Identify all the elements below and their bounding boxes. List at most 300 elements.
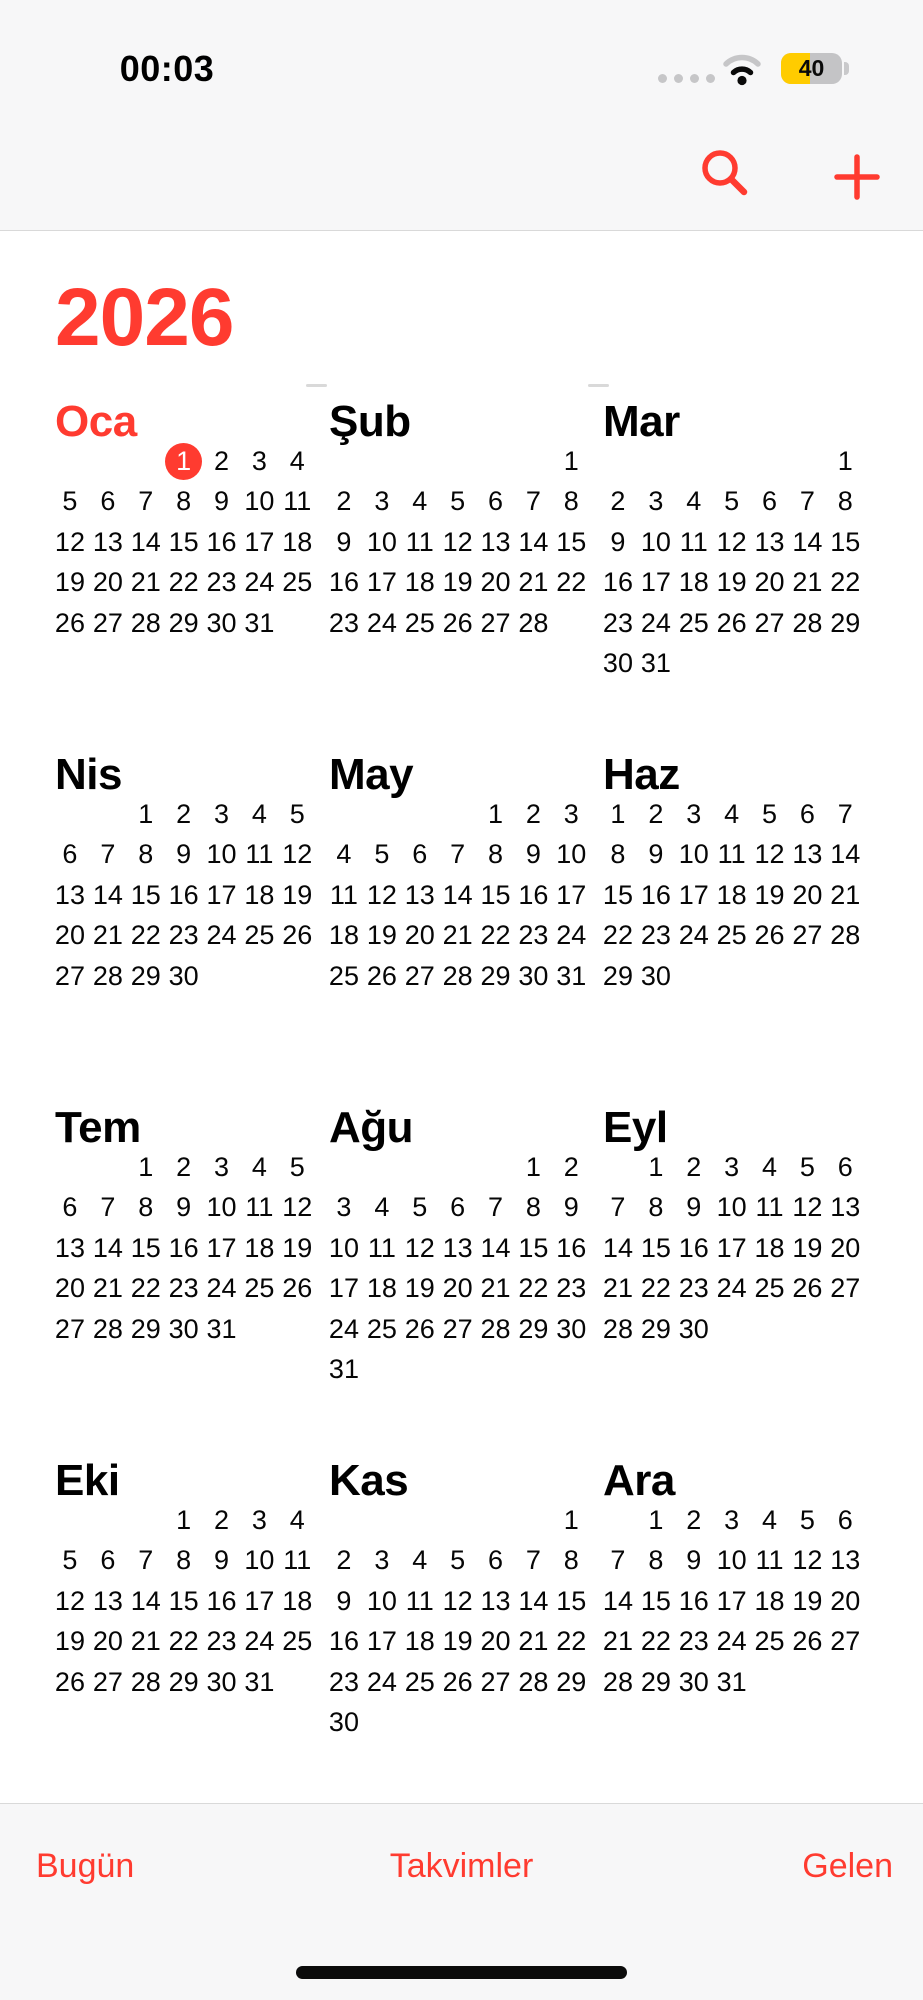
day-tem-16[interactable]: 16 (168, 1232, 199, 1263)
day-eyl-30[interactable]: 30 (678, 1313, 709, 1344)
day-ara-12[interactable]: 12 (792, 1545, 823, 1576)
day-may-8[interactable]: 8 (487, 839, 504, 870)
day-sub-25[interactable]: 25 (404, 607, 435, 638)
day-ara-22[interactable]: 22 (640, 1626, 671, 1657)
day-eki-22[interactable]: 22 (168, 1626, 199, 1657)
day-tem-11[interactable]: 11 (245, 1192, 274, 1223)
day-tem-26[interactable]: 26 (282, 1273, 313, 1304)
day-sub-10[interactable]: 10 (366, 526, 397, 557)
day-tem-30[interactable]: 30 (168, 1313, 199, 1344)
day-eyl-24[interactable]: 24 (716, 1273, 747, 1304)
day-kas-13[interactable]: 13 (480, 1585, 511, 1616)
day-haz-19[interactable]: 19 (754, 879, 785, 910)
day-oca-15[interactable]: 15 (168, 526, 199, 557)
day-eki-14[interactable]: 14 (130, 1585, 161, 1616)
day-mar-21[interactable]: 21 (792, 567, 823, 598)
day-mar-25[interactable]: 25 (678, 607, 709, 638)
day-tem-10[interactable]: 10 (206, 1192, 237, 1223)
day-eki-11[interactable]: 11 (283, 1545, 312, 1576)
day-eki-3[interactable]: 3 (251, 1504, 267, 1535)
day-agu-3[interactable]: 3 (336, 1192, 352, 1223)
day-tem-25[interactable]: 25 (244, 1273, 275, 1304)
day-agu-27[interactable]: 27 (442, 1313, 473, 1344)
day-agu-12[interactable]: 12 (404, 1232, 435, 1263)
day-eki-16[interactable]: 16 (206, 1585, 237, 1616)
day-eyl-5[interactable]: 5 (799, 1151, 815, 1182)
day-tem-27[interactable]: 27 (54, 1313, 85, 1344)
day-haz-14[interactable]: 14 (830, 839, 861, 870)
day-ara-5[interactable]: 5 (799, 1504, 815, 1535)
day-ara-3[interactable]: 3 (724, 1504, 740, 1535)
day-agu-2[interactable]: 2 (563, 1151, 579, 1182)
day-mar-6[interactable]: 6 (761, 486, 778, 517)
month-sub[interactable] (325, 397, 590, 756)
day-may-6[interactable]: 6 (412, 839, 428, 870)
day-eki-31[interactable]: 31 (244, 1666, 275, 1697)
day-sub-13[interactable]: 13 (480, 526, 511, 557)
day-eyl-27[interactable]: 27 (830, 1273, 861, 1304)
day-haz-30[interactable]: 30 (640, 960, 671, 991)
day-eki-21[interactable]: 21 (130, 1626, 161, 1657)
day-ara-27[interactable]: 27 (830, 1626, 861, 1657)
day-may-3[interactable]: 3 (563, 798, 579, 829)
day-eyl-4[interactable]: 4 (761, 1151, 778, 1182)
day-oca-9[interactable]: 9 (213, 486, 230, 517)
day-sub-24[interactable]: 24 (366, 607, 397, 638)
day-sub-28[interactable]: 28 (518, 607, 549, 638)
day-nis-18[interactable]: 18 (244, 879, 275, 910)
day-oca-17[interactable]: 17 (244, 526, 275, 557)
month-mar[interactable] (599, 397, 864, 756)
day-sub-4[interactable]: 4 (412, 486, 428, 517)
day-mar-13[interactable]: 13 (754, 526, 785, 557)
day-tem-29[interactable]: 29 (130, 1313, 161, 1344)
day-mar-11[interactable]: 11 (679, 526, 708, 557)
day-may-7[interactable]: 7 (450, 839, 466, 870)
day-nis-10[interactable]: 10 (206, 839, 237, 870)
day-sub-17[interactable]: 17 (366, 567, 397, 598)
day-ara-30[interactable]: 30 (678, 1666, 709, 1697)
day-ara-21[interactable]: 21 (602, 1626, 633, 1657)
day-may-22[interactable]: 22 (480, 920, 511, 951)
day-ara-4[interactable]: 4 (761, 1504, 778, 1535)
day-eki-26[interactable]: 26 (54, 1666, 85, 1697)
day-nis-29[interactable]: 29 (130, 960, 161, 991)
day-kas-4[interactable]: 4 (412, 1545, 428, 1576)
day-mar-17[interactable]: 17 (640, 567, 671, 598)
month-ara[interactable] (599, 1456, 864, 1815)
day-nis-6[interactable]: 6 (62, 839, 78, 870)
day-oca-5[interactable]: 5 (62, 486, 78, 517)
day-oca-18[interactable]: 18 (282, 526, 313, 557)
day-may-27[interactable]: 27 (404, 960, 435, 991)
day-kas-6[interactable]: 6 (487, 1545, 504, 1576)
day-ara-26[interactable]: 26 (792, 1626, 823, 1657)
day-tem-4[interactable]: 4 (251, 1151, 267, 1182)
day-haz-28[interactable]: 28 (830, 920, 861, 951)
day-haz-22[interactable]: 22 (602, 920, 633, 951)
day-sub-1[interactable]: 1 (563, 445, 579, 476)
day-ara-7[interactable]: 7 (610, 1545, 626, 1576)
day-kas-16[interactable]: 16 (328, 1626, 359, 1657)
day-eyl-11[interactable]: 11 (755, 1192, 784, 1223)
day-agu-29[interactable]: 29 (518, 1313, 549, 1344)
day-agu-11[interactable]: 11 (367, 1232, 396, 1263)
day-agu-1[interactable]: 1 (525, 1151, 541, 1182)
day-may-31[interactable]: 31 (556, 960, 587, 991)
day-sub-12[interactable]: 12 (442, 526, 473, 557)
day-eyl-20[interactable]: 20 (830, 1232, 861, 1263)
day-may-20[interactable]: 20 (404, 920, 435, 951)
day-sub-14[interactable]: 14 (518, 526, 549, 557)
day-may-9[interactable]: 9 (525, 839, 541, 870)
day-haz-29[interactable]: 29 (602, 960, 633, 991)
day-tem-15[interactable]: 15 (130, 1232, 161, 1263)
month-may[interactable] (325, 750, 590, 1109)
day-nis-4[interactable]: 4 (251, 798, 267, 829)
day-kas-5[interactable]: 5 (450, 1545, 466, 1576)
day-haz-27[interactable]: 27 (792, 920, 823, 951)
day-nis-22[interactable]: 22 (130, 920, 161, 951)
day-eyl-12[interactable]: 12 (792, 1192, 823, 1223)
day-haz-2[interactable]: 2 (648, 798, 664, 829)
day-nis-24[interactable]: 24 (206, 920, 237, 951)
day-nis-16[interactable]: 16 (168, 879, 199, 910)
day-oca-13[interactable]: 13 (92, 526, 123, 557)
day-may-17[interactable]: 17 (556, 879, 587, 910)
day-nis-30[interactable]: 30 (168, 960, 199, 991)
day-tem-8[interactable]: 8 (138, 1192, 154, 1223)
day-eki-17[interactable]: 17 (244, 1585, 275, 1616)
day-oca-11[interactable]: 11 (283, 486, 312, 517)
day-kas-22[interactable]: 22 (556, 1626, 587, 1657)
day-kas-20[interactable]: 20 (480, 1626, 511, 1657)
day-sub-7[interactable]: 7 (525, 486, 541, 517)
day-eki-23[interactable]: 23 (206, 1626, 237, 1657)
day-agu-16[interactable]: 16 (556, 1232, 587, 1263)
day-sub-16[interactable]: 16 (328, 567, 359, 598)
day-sub-22[interactable]: 22 (556, 567, 587, 598)
day-oca-29[interactable]: 29 (168, 607, 199, 638)
day-agu-30[interactable]: 30 (556, 1313, 587, 1344)
day-eyl-3[interactable]: 3 (724, 1151, 740, 1182)
day-agu-4[interactable]: 4 (374, 1192, 390, 1223)
add-event-button[interactable] (829, 149, 885, 205)
day-haz-11[interactable]: 11 (717, 839, 746, 870)
day-tem-6[interactable]: 6 (62, 1192, 78, 1223)
search-button[interactable] (696, 144, 752, 200)
day-oca-22[interactable]: 22 (168, 567, 199, 598)
day-sub-26[interactable]: 26 (442, 607, 473, 638)
day-ara-19[interactable]: 19 (792, 1585, 823, 1616)
day-ara-2[interactable]: 2 (686, 1504, 702, 1535)
day-kas-3[interactable]: 3 (374, 1545, 390, 1576)
day-nis-1[interactable]: 1 (138, 798, 154, 829)
month-oca[interactable] (51, 397, 316, 756)
day-tem-31[interactable]: 31 (206, 1313, 237, 1344)
day-oca-16[interactable]: 16 (206, 526, 237, 557)
day-haz-20[interactable]: 20 (792, 879, 823, 910)
month-nis[interactable] (51, 750, 316, 1109)
day-mar-30[interactable]: 30 (602, 648, 633, 679)
day-mar-27[interactable]: 27 (754, 607, 785, 638)
day-oca-24[interactable]: 24 (244, 567, 275, 598)
day-mar-2[interactable]: 2 (610, 486, 626, 517)
day-agu-23[interactable]: 23 (556, 1273, 587, 1304)
day-tem-5[interactable]: 5 (289, 1151, 305, 1182)
day-sub-18[interactable]: 18 (404, 567, 435, 598)
day-agu-24[interactable]: 24 (328, 1313, 359, 1344)
day-sub-20[interactable]: 20 (480, 567, 511, 598)
day-may-29[interactable]: 29 (480, 960, 511, 991)
day-sub-27[interactable]: 27 (480, 607, 511, 638)
day-may-14[interactable]: 14 (442, 879, 473, 910)
day-may-15[interactable]: 15 (480, 879, 511, 910)
day-nis-20[interactable]: 20 (54, 920, 85, 951)
day-kas-7[interactable]: 7 (525, 1545, 541, 1576)
day-kas-30[interactable]: 30 (328, 1707, 359, 1738)
day-nis-8[interactable]: 8 (138, 839, 154, 870)
day-ara-1[interactable]: 1 (648, 1504, 664, 1535)
day-oca-10[interactable]: 10 (244, 486, 275, 517)
day-agu-20[interactable]: 20 (442, 1273, 473, 1304)
day-agu-10[interactable]: 10 (328, 1232, 359, 1263)
day-ara-13[interactable]: 13 (830, 1545, 861, 1576)
day-sub-21[interactable]: 21 (518, 567, 549, 598)
day-tem-17[interactable]: 17 (206, 1232, 237, 1263)
day-eyl-15[interactable]: 15 (640, 1232, 671, 1263)
day-kas-10[interactable]: 10 (366, 1585, 397, 1616)
day-oca-1-today[interactable] (165, 441, 203, 482)
day-eyl-26[interactable]: 26 (792, 1273, 823, 1304)
day-mar-22[interactable]: 22 (830, 567, 861, 598)
day-haz-16[interactable]: 16 (640, 879, 671, 910)
day-mar-12[interactable]: 12 (716, 526, 747, 557)
day-oca-6[interactable]: 6 (100, 486, 116, 517)
day-agu-15[interactable]: 15 (518, 1232, 549, 1263)
day-kas-21[interactable]: 21 (518, 1626, 549, 1657)
day-tem-2[interactable]: 2 (176, 1151, 192, 1182)
day-eki-9[interactable]: 9 (213, 1545, 230, 1576)
day-tem-18[interactable]: 18 (244, 1232, 275, 1263)
day-haz-8[interactable]: 8 (610, 839, 626, 870)
day-nis-3[interactable]: 3 (213, 798, 230, 829)
day-nis-27[interactable]: 27 (54, 960, 85, 991)
day-tem-1[interactable]: 1 (138, 1151, 154, 1182)
month-kas[interactable] (325, 1456, 590, 1815)
day-mar-5[interactable]: 5 (724, 486, 740, 517)
day-may-4[interactable]: 4 (336, 839, 352, 870)
day-agu-6[interactable]: 6 (450, 1192, 466, 1223)
day-haz-26[interactable]: 26 (754, 920, 785, 951)
day-haz-3[interactable]: 3 (686, 798, 702, 829)
day-haz-5[interactable]: 5 (761, 798, 778, 829)
day-mar-16[interactable]: 16 (602, 567, 633, 598)
day-may-1[interactable]: 1 (487, 798, 504, 829)
day-mar-7[interactable]: 7 (799, 486, 815, 517)
day-eyl-13[interactable]: 13 (830, 1192, 861, 1223)
day-haz-7[interactable]: 7 (837, 798, 853, 829)
day-oca-26[interactable]: 26 (54, 607, 85, 638)
day-eki-25[interactable]: 25 (282, 1626, 313, 1657)
day-agu-5[interactable]: 5 (412, 1192, 428, 1223)
day-eki-24[interactable]: 24 (244, 1626, 275, 1657)
day-eyl-23[interactable]: 23 (678, 1273, 709, 1304)
day-may-24[interactable]: 24 (556, 920, 587, 951)
day-mar-18[interactable]: 18 (678, 567, 709, 598)
day-may-2[interactable]: 2 (525, 798, 541, 829)
day-agu-19[interactable]: 19 (404, 1273, 435, 1304)
day-sub-5[interactable]: 5 (450, 486, 466, 517)
day-oca-14[interactable]: 14 (130, 526, 161, 557)
day-ara-31[interactable]: 31 (716, 1666, 747, 1697)
day-haz-23[interactable]: 23 (640, 920, 671, 951)
day-eki-18[interactable]: 18 (282, 1585, 313, 1616)
day-ara-16[interactable]: 16 (678, 1585, 709, 1616)
day-sub-3[interactable]: 3 (374, 486, 390, 517)
day-agu-25[interactable]: 25 (366, 1313, 397, 1344)
month-haz[interactable] (599, 750, 864, 1109)
day-tem-28[interactable]: 28 (92, 1313, 123, 1344)
day-nis-21[interactable]: 21 (92, 920, 123, 951)
day-kas-19[interactable]: 19 (442, 1626, 473, 1657)
day-ara-14[interactable]: 14 (602, 1585, 633, 1616)
day-agu-9[interactable]: 9 (563, 1192, 579, 1223)
day-mar-8[interactable]: 8 (837, 486, 853, 517)
day-sub-8[interactable]: 8 (563, 486, 579, 517)
day-agu-21[interactable]: 21 (480, 1273, 511, 1304)
day-mar-20[interactable]: 20 (754, 567, 785, 598)
day-eki-28[interactable]: 28 (130, 1666, 161, 1697)
day-ara-9[interactable]: 9 (686, 1545, 702, 1576)
day-mar-28[interactable]: 28 (792, 607, 823, 638)
day-kas-24[interactable]: 24 (366, 1666, 397, 1697)
day-oca-4[interactable]: 4 (289, 445, 305, 476)
day-eki-15[interactable]: 15 (168, 1585, 199, 1616)
day-eyl-29[interactable]: 29 (640, 1313, 671, 1344)
day-eki-10[interactable]: 10 (244, 1545, 275, 1576)
day-mar-31[interactable]: 31 (640, 648, 671, 679)
day-kas-12[interactable]: 12 (442, 1585, 473, 1616)
day-kas-2[interactable]: 2 (336, 1545, 352, 1576)
day-ara-25[interactable]: 25 (754, 1626, 785, 1657)
day-kas-25[interactable]: 25 (404, 1666, 435, 1697)
day-nis-25[interactable]: 25 (244, 920, 275, 951)
day-eki-12[interactable]: 12 (54, 1585, 85, 1616)
day-haz-15[interactable]: 15 (602, 879, 633, 910)
day-sub-19[interactable]: 19 (442, 567, 473, 598)
day-eki-7[interactable]: 7 (138, 1545, 154, 1576)
day-kas-14[interactable]: 14 (518, 1585, 549, 1616)
day-may-5[interactable]: 5 (374, 839, 390, 870)
day-agu-8[interactable]: 8 (525, 1192, 541, 1223)
day-mar-24[interactable]: 24 (640, 607, 671, 638)
day-eki-19[interactable]: 19 (54, 1626, 85, 1657)
day-may-28[interactable]: 28 (442, 960, 473, 991)
day-haz-6[interactable]: 6 (799, 798, 815, 829)
day-may-25[interactable]: 25 (328, 960, 359, 991)
day-ara-29[interactable]: 29 (640, 1666, 671, 1697)
day-haz-10[interactable]: 10 (678, 839, 709, 870)
day-sub-23[interactable]: 23 (328, 607, 359, 638)
day-may-16[interactable]: 16 (518, 879, 549, 910)
day-tem-3[interactable]: 3 (213, 1151, 230, 1182)
home-indicator[interactable] (296, 1966, 627, 1979)
day-oca-28[interactable]: 28 (130, 607, 161, 638)
day-may-18[interactable]: 18 (328, 920, 359, 951)
day-oca-23[interactable]: 23 (206, 567, 237, 598)
day-oca-20[interactable]: 20 (92, 567, 123, 598)
day-sub-9[interactable]: 9 (336, 526, 352, 557)
day-mar-4[interactable]: 4 (686, 486, 702, 517)
day-haz-1[interactable]: 1 (610, 798, 626, 829)
day-eyl-7[interactable]: 7 (610, 1192, 626, 1223)
day-ara-24[interactable]: 24 (716, 1626, 747, 1657)
day-tem-9[interactable]: 9 (176, 1192, 192, 1223)
day-kas-8[interactable]: 8 (563, 1545, 579, 1576)
day-nis-11[interactable]: 11 (245, 839, 274, 870)
day-tem-13[interactable]: 13 (54, 1232, 85, 1263)
day-kas-17[interactable]: 17 (366, 1626, 397, 1657)
day-eyl-17[interactable]: 17 (716, 1232, 747, 1263)
day-haz-18[interactable]: 18 (716, 879, 747, 910)
day-nis-2[interactable]: 2 (176, 798, 192, 829)
day-oca-25[interactable]: 25 (282, 567, 313, 598)
day-may-13[interactable]: 13 (404, 879, 435, 910)
day-oca-2[interactable]: 2 (213, 445, 230, 476)
day-may-30[interactable]: 30 (518, 960, 549, 991)
day-ara-18[interactable]: 18 (754, 1585, 785, 1616)
day-eyl-6[interactable]: 6 (837, 1151, 853, 1182)
day-mar-29[interactable]: 29 (830, 607, 861, 638)
day-oca-7[interactable]: 7 (138, 486, 154, 517)
day-agu-17[interactable]: 17 (328, 1273, 359, 1304)
calendars-button[interactable]: Takvimler (0, 1845, 923, 1887)
day-ara-28[interactable]: 28 (602, 1666, 633, 1697)
day-kas-9[interactable]: 9 (336, 1585, 352, 1616)
day-ara-17[interactable]: 17 (716, 1585, 747, 1616)
day-may-19[interactable]: 19 (366, 920, 397, 951)
day-mar-26[interactable]: 26 (716, 607, 747, 638)
day-may-11[interactable]: 11 (329, 879, 358, 910)
day-nis-28[interactable]: 28 (92, 960, 123, 991)
day-kas-27[interactable]: 27 (480, 1666, 511, 1697)
day-oca-27[interactable]: 27 (92, 607, 123, 638)
day-eyl-1[interactable]: 1 (648, 1151, 664, 1182)
month-agu[interactable] (325, 1103, 590, 1462)
day-ara-10[interactable]: 10 (716, 1545, 747, 1576)
day-eki-2[interactable]: 2 (213, 1504, 230, 1535)
day-ara-23[interactable]: 23 (678, 1626, 709, 1657)
day-eyl-19[interactable]: 19 (792, 1232, 823, 1263)
day-nis-15[interactable]: 15 (130, 879, 161, 910)
day-may-12[interactable]: 12 (366, 879, 397, 910)
day-nis-17[interactable]: 17 (206, 879, 237, 910)
day-tem-20[interactable]: 20 (54, 1273, 85, 1304)
day-eki-20[interactable]: 20 (92, 1626, 123, 1657)
day-mar-9[interactable]: 9 (610, 526, 626, 557)
day-tem-7[interactable]: 7 (100, 1192, 116, 1223)
day-ara-11[interactable]: 11 (755, 1545, 784, 1576)
day-kas-11[interactable]: 11 (405, 1585, 434, 1616)
day-eki-30[interactable]: 30 (206, 1666, 237, 1697)
day-nis-26[interactable]: 26 (282, 920, 313, 951)
day-nis-5[interactable]: 5 (289, 798, 305, 829)
day-may-21[interactable]: 21 (442, 920, 473, 951)
inbox-button[interactable]: Gelen (802, 1847, 893, 1885)
month-eki[interactable] (51, 1456, 316, 1815)
day-haz-4[interactable]: 4 (724, 798, 740, 829)
